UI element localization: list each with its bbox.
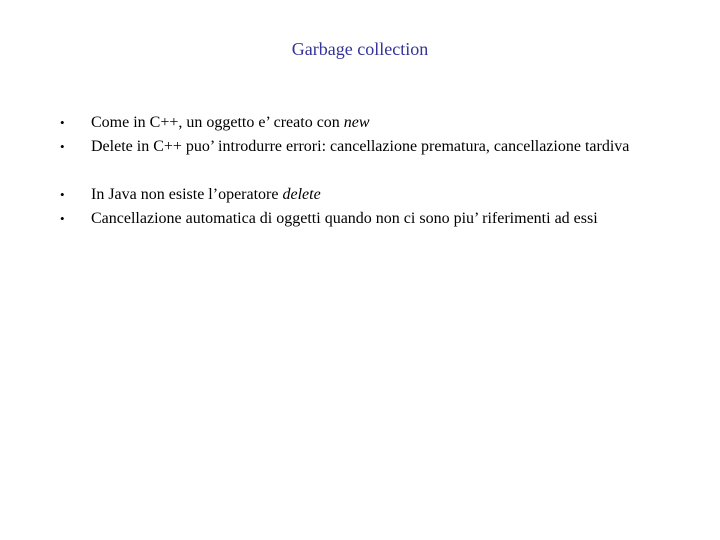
bullet-text [91,186,321,203]
slide-title: Garbage collection [291,39,429,59]
bullet-item-automatic [60,207,680,231]
bullet-text: Cancellazione automatica di oggetti quando non ci sono piu’ riferimenti ad essi [91,210,598,227]
bullet-text [91,114,370,131]
bullet-point-icon: • [60,187,65,202]
bullet-point-icon: • [60,115,65,130]
bullet-text-main: In Java non esiste l’operatore [91,186,283,203]
bullet-list [60,111,680,231]
bullet-point-icon: • [60,211,65,226]
bullet-item-java-delete [60,183,680,207]
keyword-emphasis: delete [282,186,321,203]
keyword-emphasis: new [343,114,370,131]
bullet-item-new [60,111,680,135]
bullet-point-icon: • [60,139,65,154]
bullet-text-main: Come in C++, un oggetto e’ creato con [91,114,344,131]
bullet-text: Delete in C++ puo’ introdurre errori: cancellazione prematura, cancellazione tardiva [91,138,630,155]
bullet-item-delete-errors [60,135,680,159]
